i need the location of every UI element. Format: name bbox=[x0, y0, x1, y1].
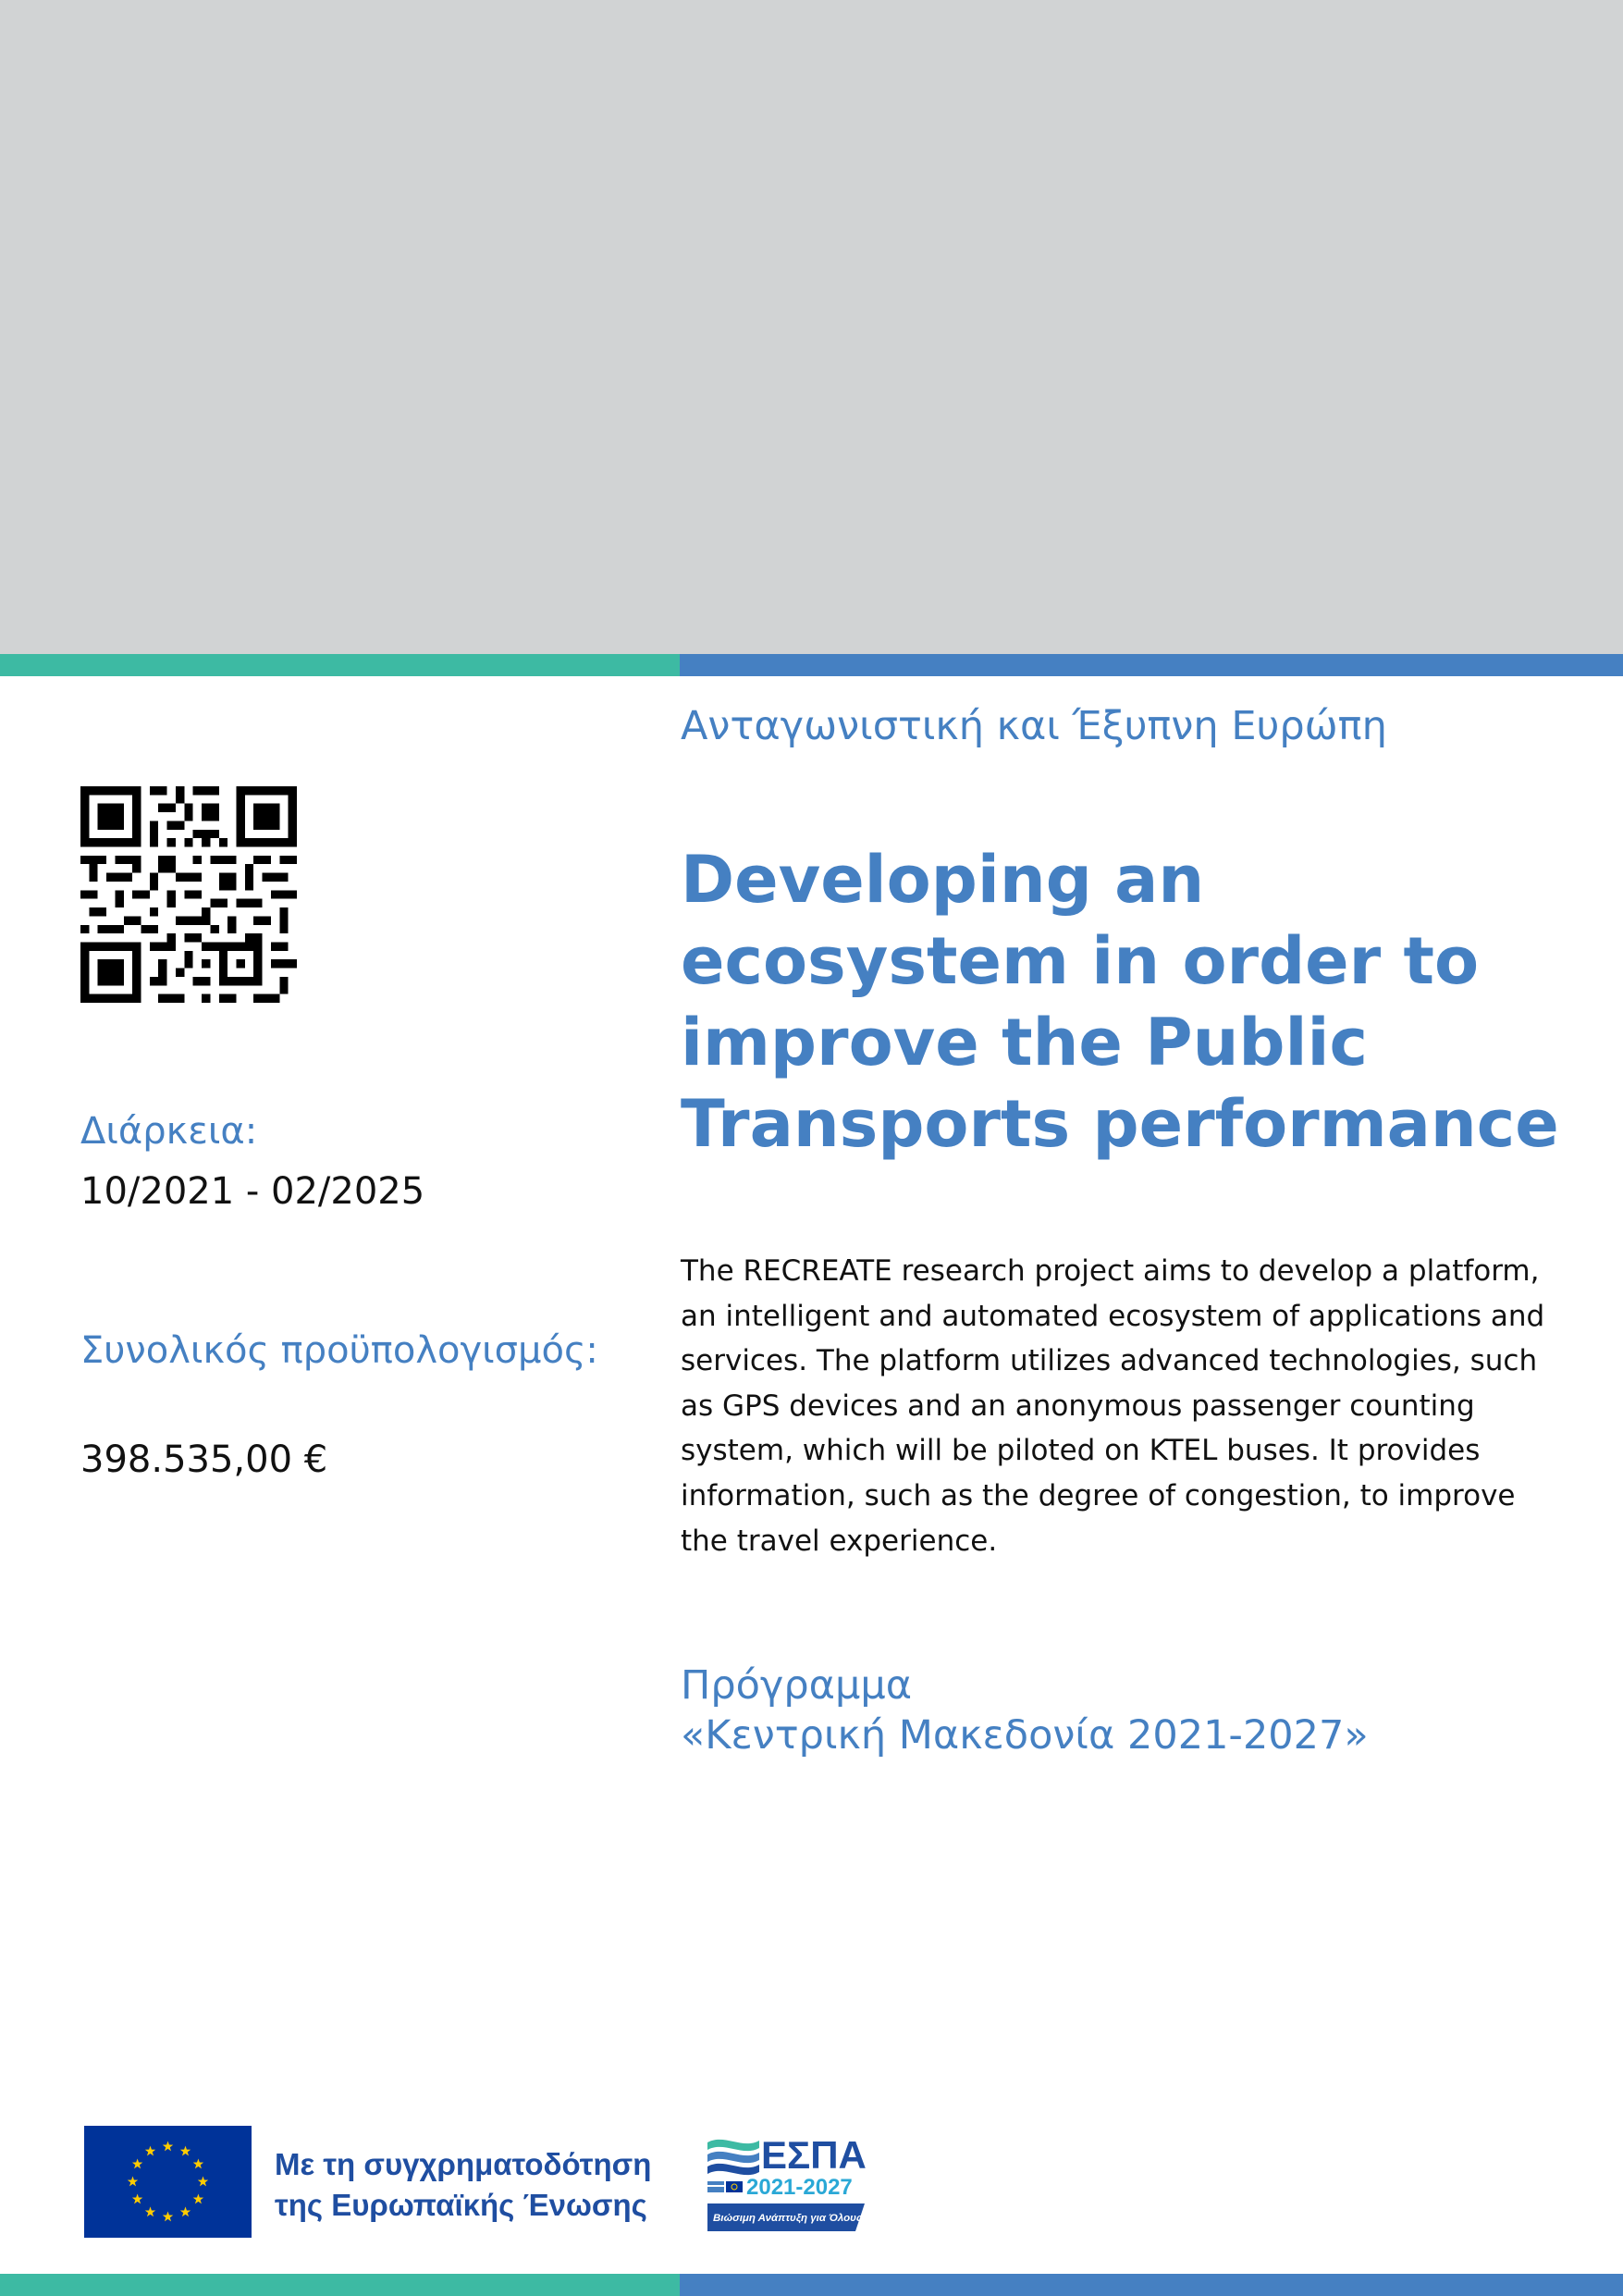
program-name bbox=[681, 1660, 1369, 1760]
program-line-2: «Κεντρική Μακεδονία 2021-2027» bbox=[681, 1712, 1369, 1759]
espa-slogan: Βιώσιμη Ανάπτυξη για Όλους bbox=[713, 2213, 863, 2224]
espa-logo bbox=[706, 2129, 881, 2233]
eu-star bbox=[132, 2159, 142, 2169]
eu-cofunding-text: Με τη συγχρηματοδότηση της Ευρωπαϊκής Ένωσης bbox=[275, 2147, 652, 2222]
top-blue-stripe bbox=[680, 654, 1623, 676]
bottom-blue-stripe bbox=[680, 2274, 1623, 2296]
eu-star bbox=[132, 2194, 142, 2204]
eu-star bbox=[145, 2146, 155, 2156]
eu-flag-logo bbox=[84, 2126, 252, 2238]
project-description: The RECREATE research project aims to develop a platform, an intelligent and automated ecosystem of applications and services. The platform utilizes advanced technologies, such as GPS devices and an anonymous passenger counting system, which will be piloted on KTEL buses. It provides information, such as the degree of congestion, to improve the travel experience. bbox=[681, 1254, 1545, 1558]
duration-label: Διάρκεια: bbox=[80, 1110, 258, 1153]
eu-star bbox=[193, 2194, 203, 2204]
eu-star bbox=[145, 2206, 155, 2216]
espa-title: ΕΣΠΑ bbox=[761, 2133, 867, 2177]
eu-star bbox=[180, 2206, 191, 2216]
priority-axis: Ανταγωνιστική και Έξυπνη Ευρώπη bbox=[681, 703, 1387, 749]
eu-star bbox=[163, 2142, 173, 2152]
eu-star bbox=[180, 2146, 191, 2156]
eu-star bbox=[193, 2159, 203, 2169]
bottom-teal-stripe bbox=[0, 2274, 680, 2296]
duration-value: 10/2021 - 02/2025 bbox=[80, 1170, 425, 1213]
program-line-1: Πρόγραμμα bbox=[681, 1662, 913, 1709]
budget-value: 398.535,00 € bbox=[80, 1438, 328, 1481]
hero-image-placeholder bbox=[0, 0, 1623, 654]
eu-star bbox=[198, 2177, 208, 2187]
budget-label: Συνολικός προϋπολογισμός: bbox=[80, 1329, 598, 1372]
top-teal-stripe bbox=[0, 654, 680, 676]
project-title: Developing an ecosystem in order to improve the Public Transports performance bbox=[681, 842, 1559, 1162]
eu-star bbox=[128, 2177, 138, 2187]
espa-period: 2021-2027 bbox=[746, 2175, 853, 2200]
eu-stars-icon bbox=[84, 2126, 252, 2238]
qr-code[interactable] bbox=[80, 786, 297, 1003]
eu-star bbox=[163, 2212, 173, 2222]
